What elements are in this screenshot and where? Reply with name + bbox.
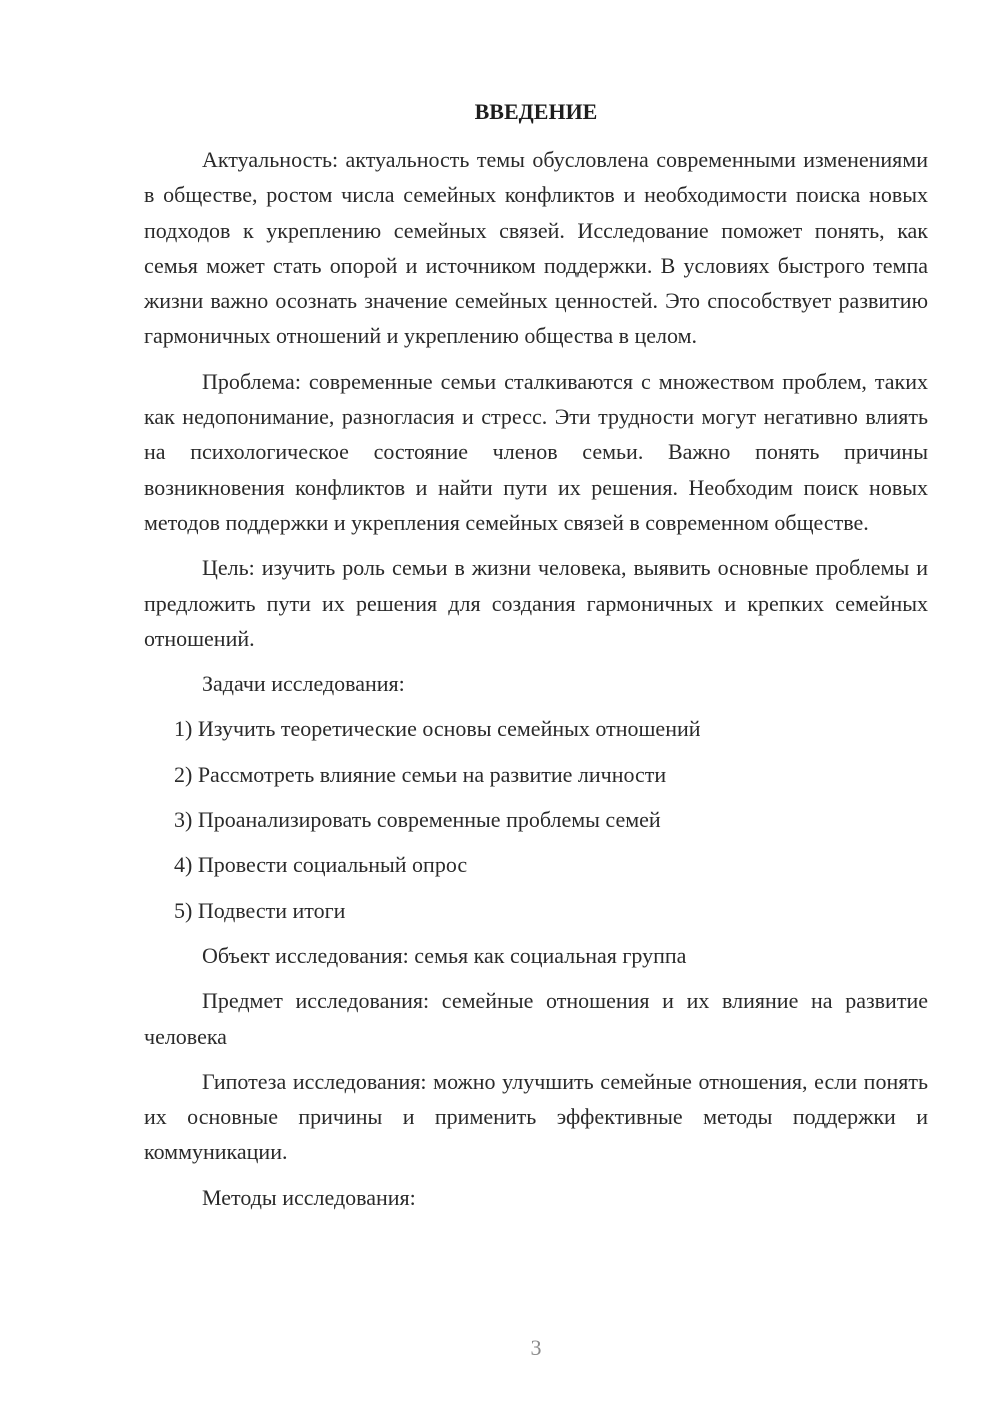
task-item-5: 5) Подвести итоги	[174, 897, 346, 923]
paragraph-hypothesis: Гипотеза исследования: можно улучшить семейные отношения, если понять их основные причины и применить эффективные методы поддержки и коммуникации.	[144, 1068, 928, 1165]
paragraph-object: Объект исследования: семья как социальная группа	[202, 942, 687, 968]
paragraph-relevance: Актуальность: актуальность темы обусловлена современными изменениями в обществе, ростом числа семейных конфликтов и необходимости поиска новых подходов к укреплению семейных связей. Исследование поможет понять, как семья может стать опорой и источником поддержки. В условиях быстрого темпа жизни важно осознать значение семейных ценностей. Это способствует развитию гармоничных отношений и укреплению общества в целом.	[144, 147, 928, 349]
task-item-4: 4) Провести социальный опрос	[174, 852, 468, 878]
task-item-3: 3) Проанализировать современные проблемы семей	[174, 807, 661, 833]
methods-heading: Методы исследования:	[202, 1184, 416, 1210]
page-number: 3	[530, 1335, 542, 1360]
paragraph-problem: Проблема: современные семьи сталкиваются с множеством проблем, таких как недопонимание, разногласия и стресс. Эти трудности могут негативно влиять на психологическое состояние членов семьи. Важно понять причины возникновения конфликтов и найти пути их решения. Необходим поиск новых методов поддержки и укрепления семейных связей в современном обществе.	[144, 368, 928, 535]
paragraph-subject: Предмет исследования: семейные отношения и их влияние на развитие человека	[144, 988, 928, 1049]
paragraph-goal: Цель: изучить роль семьи в жизни человека, выявить основные проблемы и предложить пути их решения для создания гармоничных и крепких семейных отношений.	[144, 555, 928, 651]
tasks-heading: Задачи исследования:	[202, 671, 405, 697]
task-item-1: 1) Изучить теоретические основы семейных отношений	[174, 716, 701, 742]
task-item-2: 2) Рассмотреть влияние семьи на развитие личности	[174, 761, 667, 787]
document-body	[144, 142, 928, 1215]
page-title: ВВЕДЕНИЕ	[474, 99, 598, 124]
